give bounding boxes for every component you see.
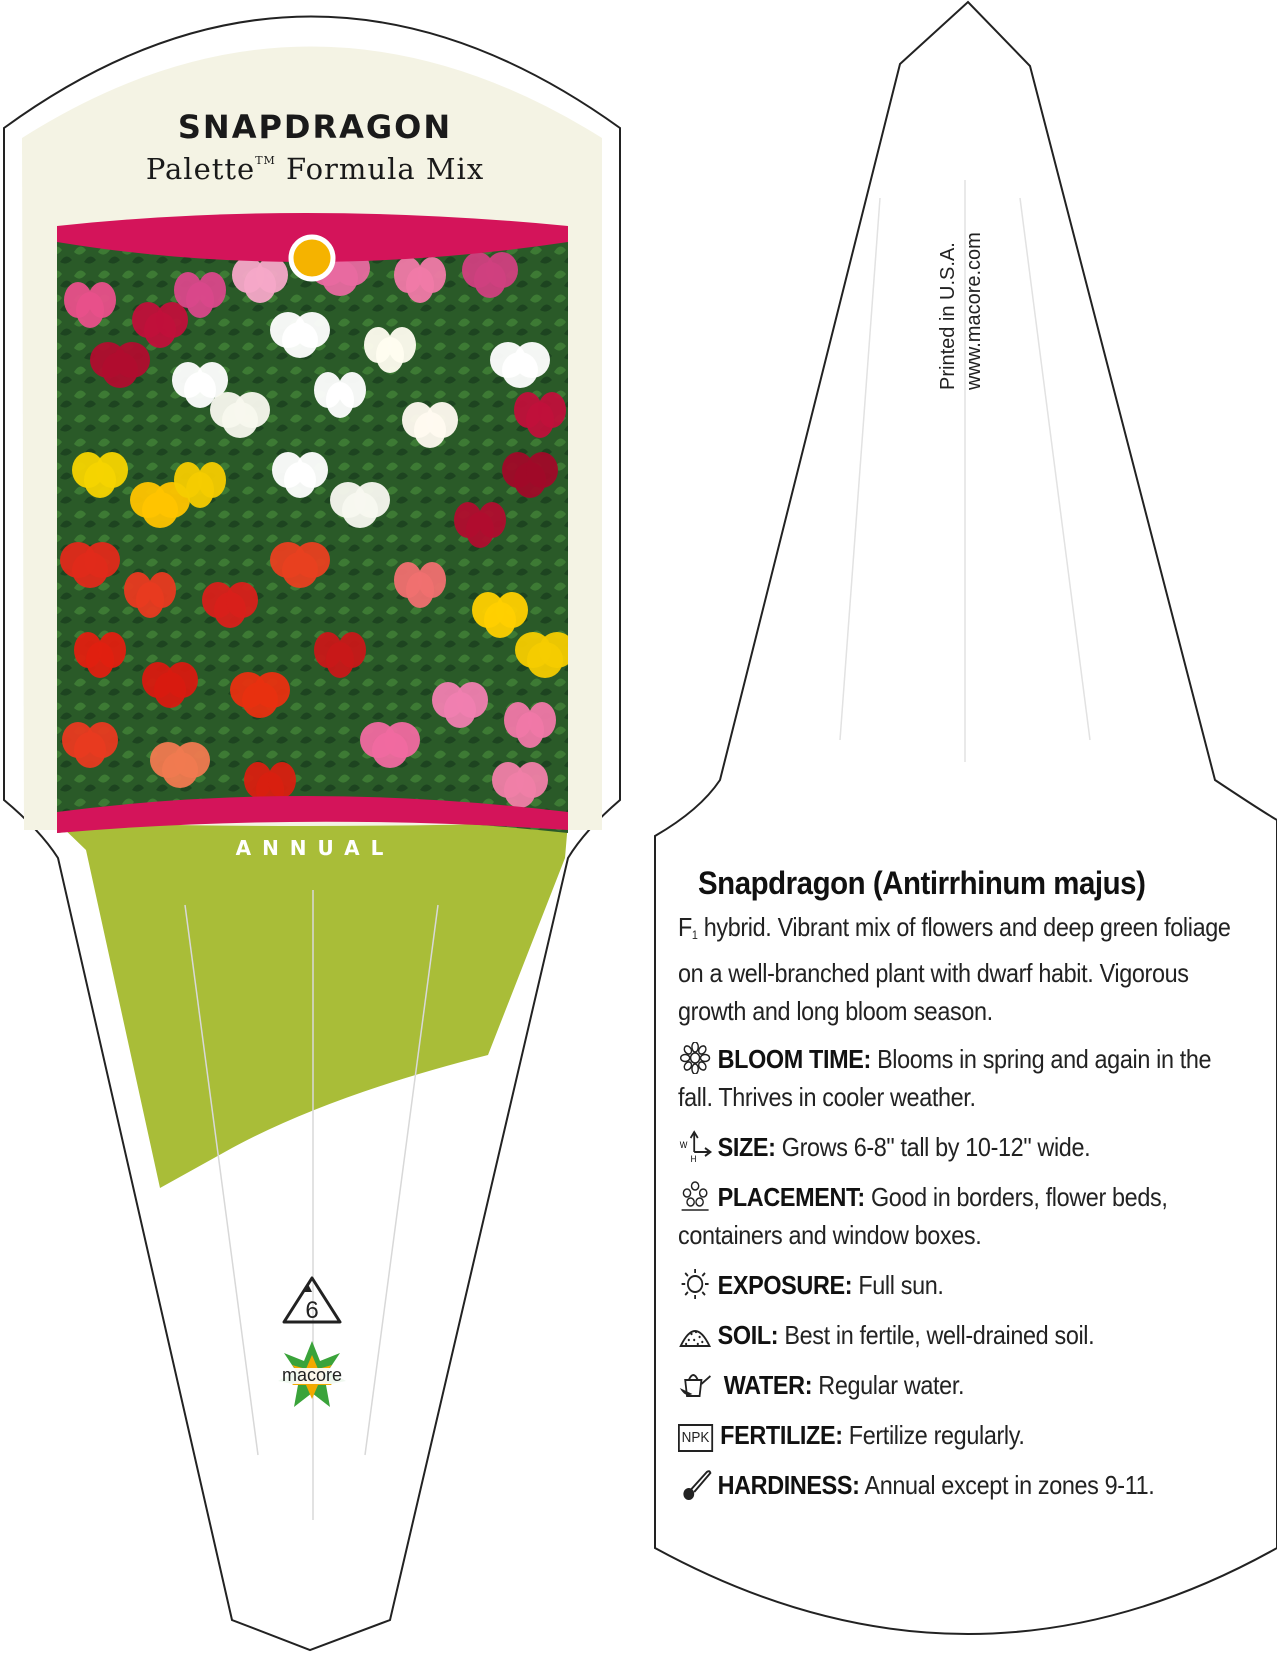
bloom-mark — [354, 482, 390, 518]
bloom-mark — [254, 672, 290, 708]
watering-can-icon — [678, 1368, 712, 1400]
placement-icon — [678, 1180, 712, 1212]
care-placement: PLACEMENT: Good in borders, flower beds, containers and window boxes. — [678, 1182, 1168, 1250]
npk-icon: NPK — [678, 1424, 713, 1452]
bloom-mark — [84, 542, 120, 578]
bloom-mark — [198, 462, 226, 498]
plant-heading: Snapdragon (Antirrhinum majus) — [698, 865, 1146, 901]
care-bloom-time: BLOOM TIME: Blooms in spring and again in the fall. Thrives in cooler weather. — [678, 1044, 1212, 1112]
website: www.macore.com — [963, 232, 985, 390]
bloom-mark — [268, 762, 296, 798]
bloom-mark — [496, 592, 528, 628]
bloom-mark — [516, 762, 548, 798]
care-hardiness: HARDINESS: Annual except in zones 9-11. — [678, 1466, 1236, 1504]
care-size: W H SIZE: Grows 6-8" tall by 10-12" wide. — [678, 1128, 1236, 1166]
bloom-mark — [294, 312, 330, 348]
bloom-mark — [388, 327, 416, 363]
svg-text:W: W — [679, 1139, 688, 1151]
recycle-code: 6 — [305, 1297, 319, 1324]
bloom-mark — [486, 252, 518, 288]
bloom-mark — [418, 257, 446, 293]
bloom-mark — [384, 722, 420, 758]
bloom-mark — [96, 452, 128, 488]
plant-description: $F_1$ hybrid. Vibrant mix of flowers and deep green foliage on a well-branched plant with dwarf habit. Vigorous growth and long bloom season. — [678, 912, 1231, 1026]
size-icon — [678, 1130, 712, 1162]
common-name: SNAPDRAGON — [177, 108, 453, 146]
variety-name: Palette™ Formula Mix — [145, 152, 485, 186]
flower-icon — [678, 1042, 712, 1074]
thermometer-icon — [678, 1468, 712, 1500]
bloom-mark — [528, 702, 556, 738]
bloom-mark — [174, 742, 210, 778]
bloom-mark — [514, 342, 550, 378]
bloom-mark — [256, 257, 288, 293]
bloom-mark — [114, 342, 150, 378]
sun-icon — [678, 1268, 712, 1300]
bloom-mark — [198, 272, 226, 308]
bloom-mark — [526, 452, 558, 488]
bloom-mark — [338, 372, 366, 408]
category-label: ANNUAL — [235, 836, 395, 860]
bloom-mark — [156, 302, 188, 338]
care-fertilize: NPK FERTILIZE: Fertilize regularly. — [678, 1416, 1236, 1454]
bloom-mark — [166, 662, 198, 698]
bloom-mark — [226, 582, 258, 618]
bloom-mark — [98, 632, 126, 668]
bloom-mark — [426, 402, 458, 438]
bloom-mark — [338, 632, 366, 668]
svg-text:H: H — [690, 1153, 697, 1162]
bloom-mark — [296, 452, 328, 488]
care-panel — [678, 865, 1268, 1516]
flower-photo — [57, 220, 575, 840]
bloom-mark — [148, 572, 176, 608]
bloom-mark — [88, 282, 116, 318]
print-info — [935, 232, 987, 390]
bloom-mark — [478, 502, 506, 538]
brand-name: macore — [281, 1365, 343, 1385]
bloom-mark — [234, 392, 270, 428]
soil-icon — [678, 1318, 712, 1350]
bloom-mark — [294, 542, 330, 578]
bloom-mark — [196, 362, 228, 398]
bloom-mark — [538, 392, 566, 428]
printed-in: Printed in U.S.A. — [937, 242, 959, 390]
full-sun-indicator-icon — [291, 237, 333, 279]
bloom-mark — [418, 562, 446, 598]
care-soil: SOIL: Best in fertile, well-drained soil. — [678, 1316, 1236, 1354]
bloom-mark — [456, 682, 488, 718]
care-exposure: EXPOSURE: Full sun. — [678, 1266, 1236, 1304]
bloom-mark — [86, 722, 118, 758]
care-water: WATER: Regular water. — [678, 1366, 1236, 1404]
